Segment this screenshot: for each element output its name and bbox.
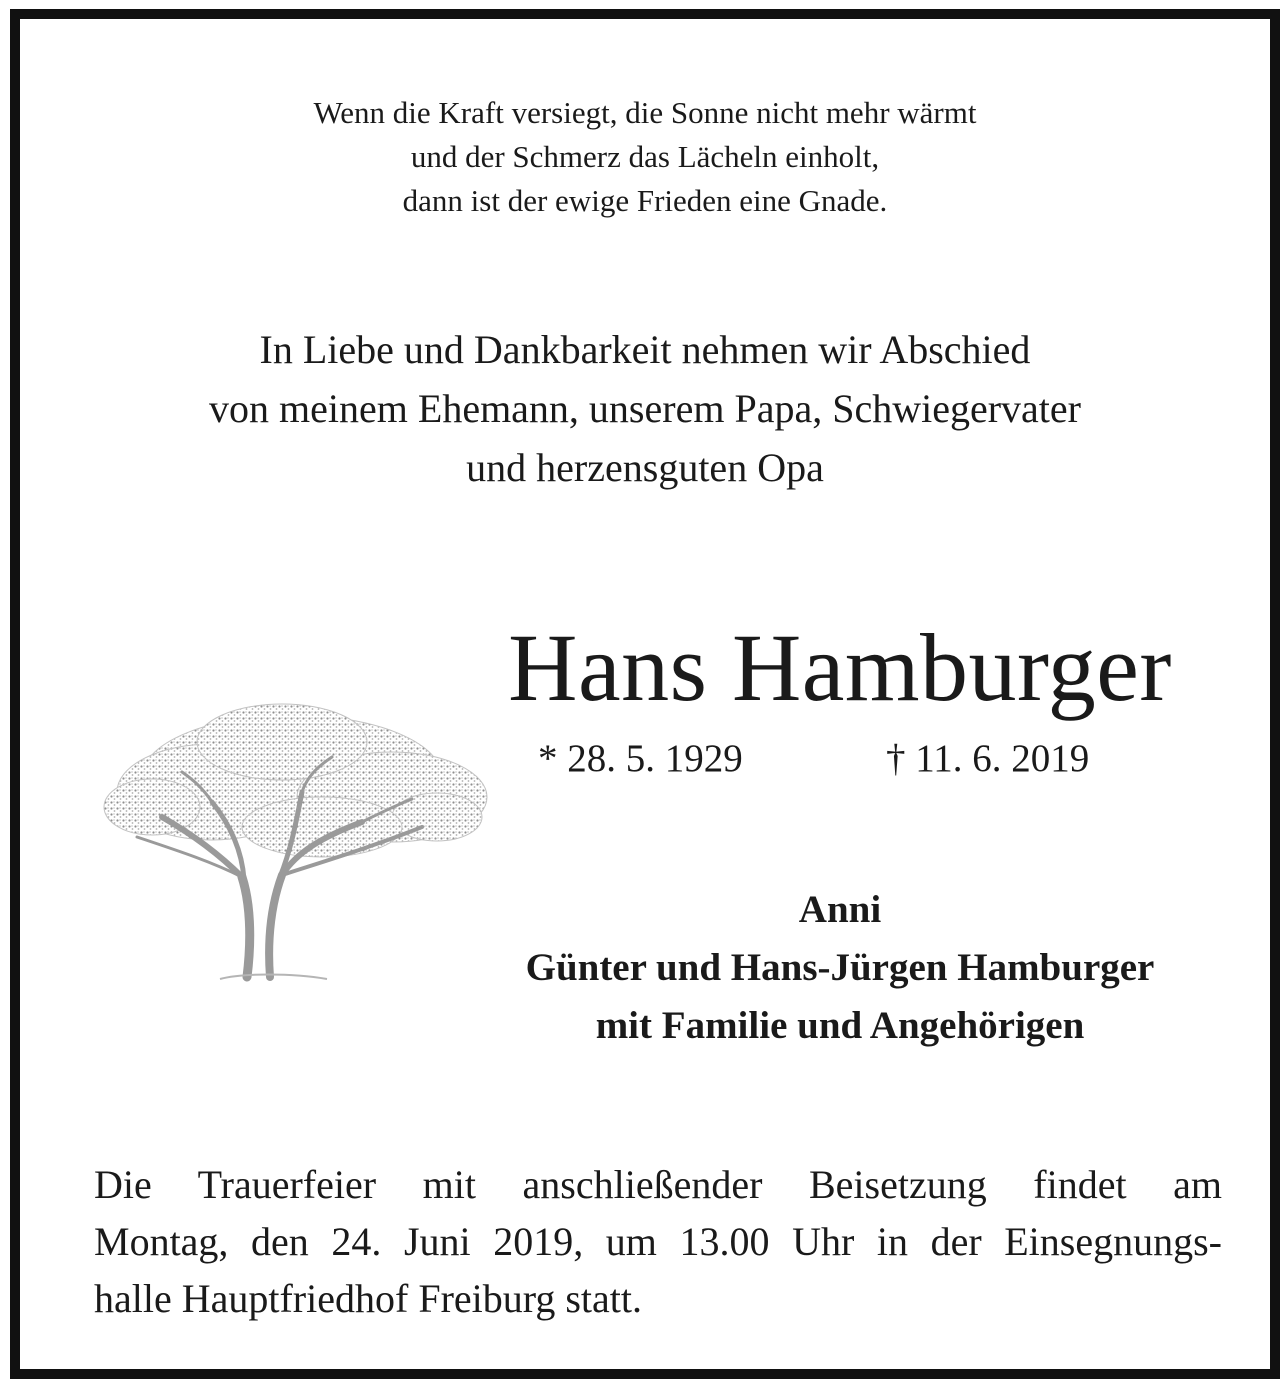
tree-illustration-icon <box>92 687 494 987</box>
mourner-line: Günter und Hans-Jürgen Hamburger <box>525 946 1155 989</box>
motto-line: und der Schmerz das Lächeln einholt, <box>410 139 880 174</box>
farewell-line: und herzensguten Opa <box>466 445 824 490</box>
ceremony-line: halle Hauptfriedhof Freiburg statt. <box>94 1276 643 1321</box>
ceremony-line: Montag, den 24. Juni 2019, um 13.00 Uhr in der Einsegnungs- <box>94 1219 1222 1264</box>
motto-line: Wenn die Kraft versiegt, die Sonne nicht mehr wärmt <box>313 95 977 130</box>
farewell-line: In Liebe und Dankbarkeit nehmen wir Abschied <box>259 327 1031 372</box>
motto-line: dann ist der ewige Frieden eine Gnade. <box>402 183 888 218</box>
birth-date: * 28. 5. 1929 <box>538 737 743 780</box>
mourner-line: Anni <box>798 888 882 931</box>
mourners-list <box>440 881 1240 1055</box>
farewell-text <box>20 320 1270 497</box>
death-date: † 11. 6. 2019 <box>886 737 1090 780</box>
farewell-line: von meinem Ehemann, unserem Papa, Schwiegervater <box>209 386 1081 431</box>
ceremony-line: Die Trauerfeier mit anschließender Beisetzung findet am <box>94 1162 1222 1207</box>
ceremony-notice <box>94 1156 1222 1327</box>
obituary-frame <box>10 9 1280 1379</box>
mourner-line: mit Familie und Angehörigen <box>595 1004 1085 1047</box>
motto-verse <box>20 91 1270 223</box>
deceased-name: Hans Hamburger <box>508 614 1172 721</box>
